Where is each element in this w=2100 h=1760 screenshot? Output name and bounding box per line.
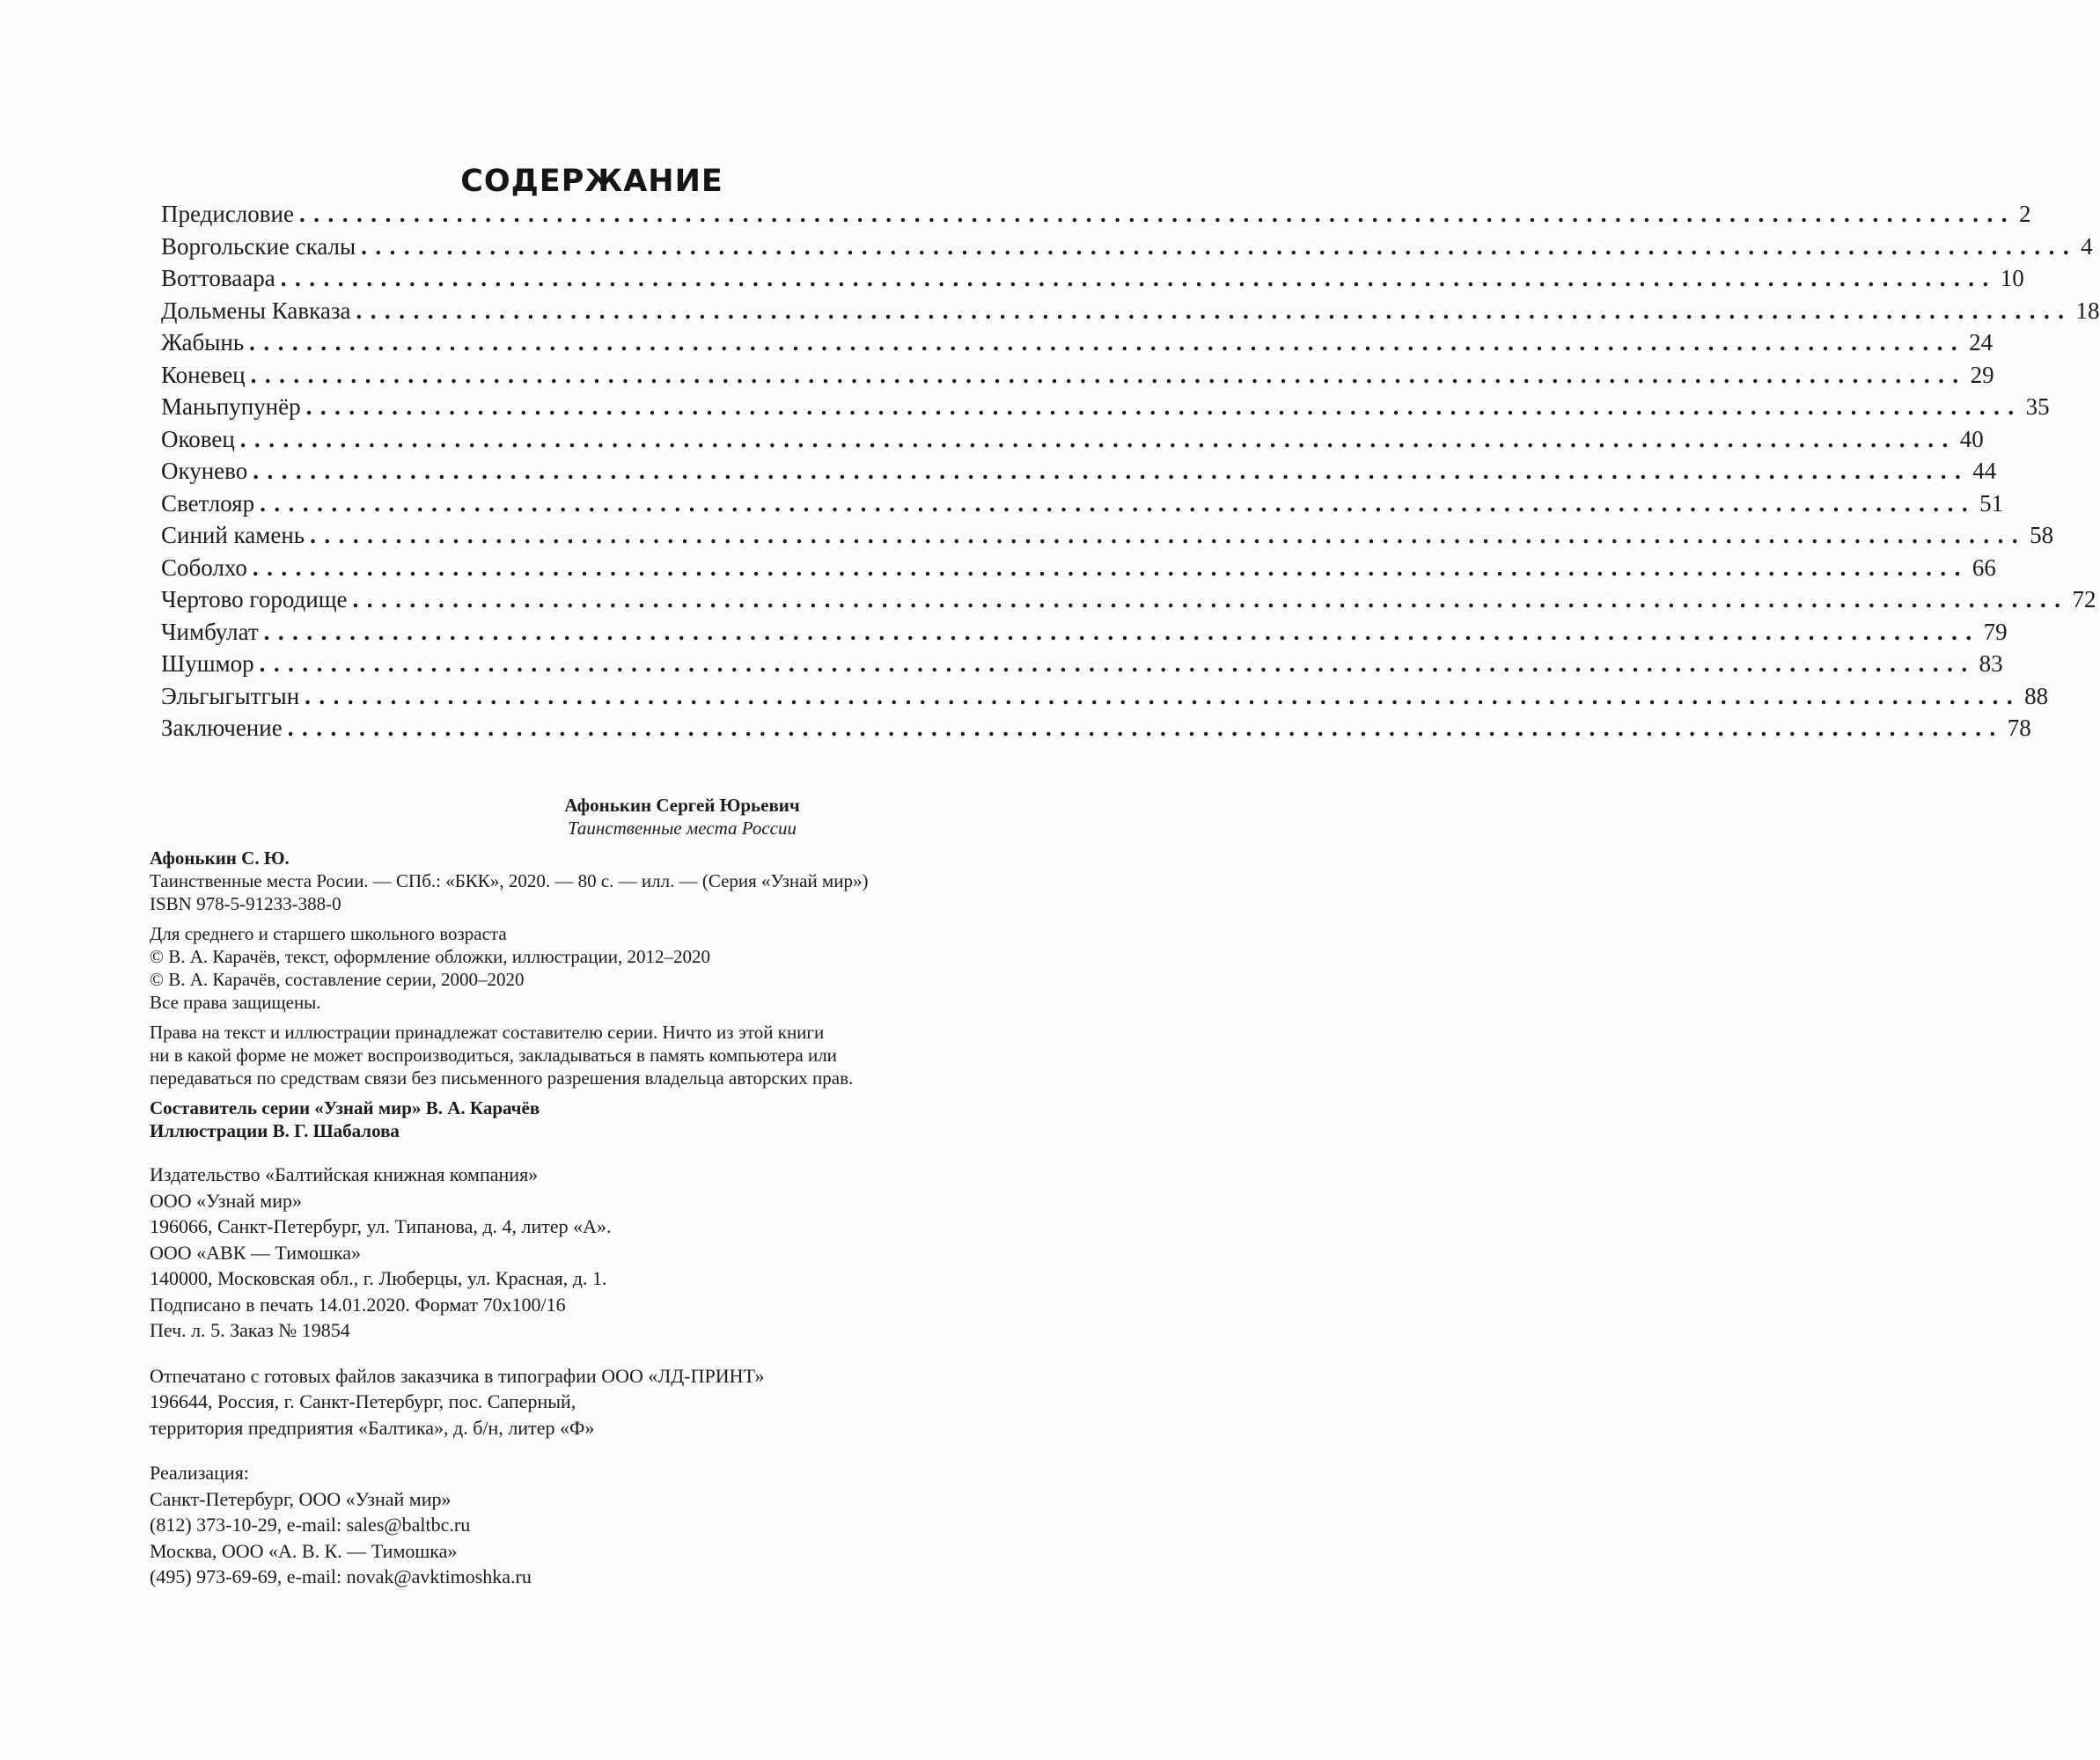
- author-short: Афонькин С. Ю.: [150, 847, 290, 869]
- address-2: 140000, Московская обл., г. Люберцы, ул. Красная, д. 1.: [150, 1267, 607, 1289]
- toc-leader-dots: ........................................................................................................................: [352, 586, 2069, 612]
- toc-entry-label: Синий камень: [161, 522, 305, 548]
- table-of-contents: [161, 201, 2100, 747]
- toc-leader-dots: ........................................................................................................................: [305, 393, 2023, 420]
- toc-entry-label: Жабынь: [161, 329, 245, 356]
- toc-entry-label: Окунево: [161, 458, 248, 484]
- toc-entry-page: 10: [2000, 265, 2024, 291]
- toc-entry: [161, 361, 1994, 394]
- toc-entry-page: 83: [1979, 650, 2003, 677]
- toc-leader-dots: ........................................................................................................................: [361, 232, 2078, 260]
- toc-entry: [161, 489, 2004, 523]
- toc-entry-label: Дольмены Кавказа: [161, 297, 351, 324]
- toc-entry-page: 29: [1970, 361, 1994, 388]
- sales-line-1: Санкт-Петербург, ООО «Узнай мир»: [150, 1487, 452, 1510]
- toc-entry-label: Предисловие: [161, 201, 294, 227]
- rights-text-line-3: передаваться по средствам связи без письменного разрешения владельца авторских прав.: [150, 1067, 854, 1089]
- toc-entry: [161, 297, 2100, 330]
- toc-entry: [161, 554, 1996, 587]
- toc-entry: [161, 682, 2049, 715]
- toc-entry-label: Эльгыгытгын: [161, 682, 300, 709]
- toc-leader-dots: ........................................................................................................................: [310, 522, 2027, 548]
- toc-entry-page: 2: [2018, 201, 2031, 227]
- sales-label: Реализация:: [150, 1462, 249, 1484]
- imprint-block: [150, 794, 1083, 1590]
- toc-leader-dots: ........................................................................................................................: [305, 682, 2022, 709]
- printed-by-3: территория предприятия «Балтика», д. б/н, литер «Ф»: [150, 1416, 595, 1439]
- toc-entry-page: 66: [1972, 554, 1996, 581]
- organization-2: ООО «АВК — Тимошка»: [150, 1241, 362, 1264]
- toc-entry: [161, 201, 2031, 233]
- toc-entry: [161, 265, 2024, 297]
- publisher: Издательство «Балтийская книжная компания»: [150, 1163, 539, 1185]
- printed-by-2: 196644, Россия, г. Санкт-Петербург, пос. Саперный,: [150, 1390, 576, 1412]
- signed-to-print: Подписано в печать 14.01.2020. Формат 70x100/16: [150, 1293, 566, 1316]
- toc-leader-dots: ........................................................................................................................: [250, 361, 1967, 388]
- toc-entry: [161, 586, 2096, 619]
- toc-entry: [161, 393, 2050, 426]
- book-title: Таинственные места России: [567, 818, 797, 839]
- sales-line-3: Москва, ООО «А. В. К. — Тимошка»: [150, 1539, 458, 1562]
- address-1: 196066, Санкт-Петербург, ул. Типанова, д. 4, литер «А».: [150, 1215, 612, 1237]
- toc-entry: [161, 522, 2054, 554]
- toc-entry: [161, 650, 2003, 683]
- toc-entry-page: 44: [1972, 458, 1997, 484]
- toc-entry-page: 24: [1969, 329, 1994, 356]
- toc-entry-page: 58: [2030, 522, 2054, 548]
- toc-entry-page: 51: [1979, 489, 2004, 517]
- author-full-name: Афонькин Сергей Юрьевич: [564, 795, 800, 816]
- isbn: ISBN 978-5-91233-388-0: [150, 893, 341, 914]
- bibliographic-line: Таинственные места Росии. — СПб.: «БКК», 2020. — 80 с. — илл. — (Серия «Узнай мир»): [150, 870, 869, 891]
- organization-1: ООО «Узнай мир»: [150, 1189, 303, 1212]
- toc-entry-label: Чертово городище: [161, 586, 348, 612]
- toc-leader-dots: ........................................................................................................................: [280, 265, 1997, 291]
- rights-reserved: Все права защищены.: [150, 992, 321, 1013]
- illustrator: Иллюстрации В. Г. Шабалова: [150, 1120, 400, 1141]
- toc-entry-page: 72: [2072, 586, 2096, 612]
- toc-entry-label: Светлояр: [161, 489, 255, 517]
- toc-entry-page: 4: [2081, 232, 2093, 260]
- toc-entry-label: Воргольские скалы: [161, 232, 356, 260]
- printed-by-1: Отпечатано с готовых файлов заказчика в типографии ООО «ЛД-ПРИНТ»: [150, 1364, 765, 1387]
- toc-leader-dots: ........................................................................................................................: [298, 201, 2016, 227]
- toc-leader-dots: ........................................................................................................................: [260, 489, 1977, 517]
- toc-entry: [161, 715, 2031, 747]
- toc-entry-page: 88: [2024, 682, 2049, 709]
- sales-line-4: (495) 973-69-69, e-mail: novak@avktimoshka.ru: [150, 1566, 532, 1588]
- toc-entry-label: Маньпупунёр: [161, 393, 301, 420]
- toc-entry: [161, 425, 1984, 458]
- toc-entry-label: Заключение: [161, 715, 283, 741]
- toc-leader-dots: ........................................................................................................................: [252, 554, 1969, 581]
- series-editor: Составитель серии «Узнай мир» В. А. Карачёв: [150, 1097, 540, 1118]
- toc-entry-label: Воттоваара: [161, 265, 275, 291]
- toc-entry-label: Шушмор: [161, 650, 254, 677]
- toc-entry-label: Соболхо: [161, 554, 247, 581]
- rights-text-line-2: ни в какой форме не может воспроизводиться, закладываться в память компьютера или: [150, 1045, 837, 1066]
- audience: Для среднего и старшего школьного возраста: [150, 923, 507, 944]
- toc-entry-page: 79: [1983, 618, 2008, 645]
- toc-entry-page: 35: [2025, 393, 2050, 420]
- toc-title: СОДЕРЖАНИЕ: [460, 164, 723, 199]
- toc-entry: [161, 618, 2008, 651]
- toc-leader-dots: ........................................................................................................................: [356, 297, 2073, 324]
- order-number: Печ. л. 5. Заказ № 19854: [150, 1319, 350, 1341]
- toc-entry-page: 78: [2007, 715, 2031, 741]
- copyright-line-1: © В. А. Карачёв, текст, оформление обложки, иллюстрации, 2012–2020: [150, 946, 710, 967]
- toc-leader-dots: ........................................................................................................................: [259, 650, 1976, 677]
- toc-entry-label: Коневец: [161, 361, 246, 388]
- toc-leader-dots: ........................................................................................................................: [287, 715, 2004, 741]
- toc-entry-page: 18: [2075, 297, 2100, 324]
- toc-leader-dots: ........................................................................................................................: [249, 329, 1966, 356]
- toc-leader-dots: ........................................................................................................................: [253, 458, 1970, 484]
- toc-entry: [161, 232, 2093, 266]
- sales-line-2: (812) 373-10-29, e-mail: sales@baltbc.ru: [150, 1514, 471, 1536]
- toc-entry-label: Чимбулат: [161, 618, 259, 645]
- toc-entry-page: 40: [1959, 425, 1984, 452]
- toc-entry-label: Оковец: [161, 425, 235, 452]
- rights-text-line-1: Права на текст и иллюстрации принадлежат составителю серии. Ничто из этой книги: [150, 1022, 825, 1043]
- toc-leader-dots: ........................................................................................................................: [263, 618, 1980, 645]
- toc-entry: [161, 329, 1994, 362]
- toc-leader-dots: ........................................................................................................................: [239, 425, 1957, 452]
- toc-entry: [161, 458, 1997, 490]
- copyright-line-2: © В. А. Карачёв, составление серии, 2000–2020: [150, 969, 525, 990]
